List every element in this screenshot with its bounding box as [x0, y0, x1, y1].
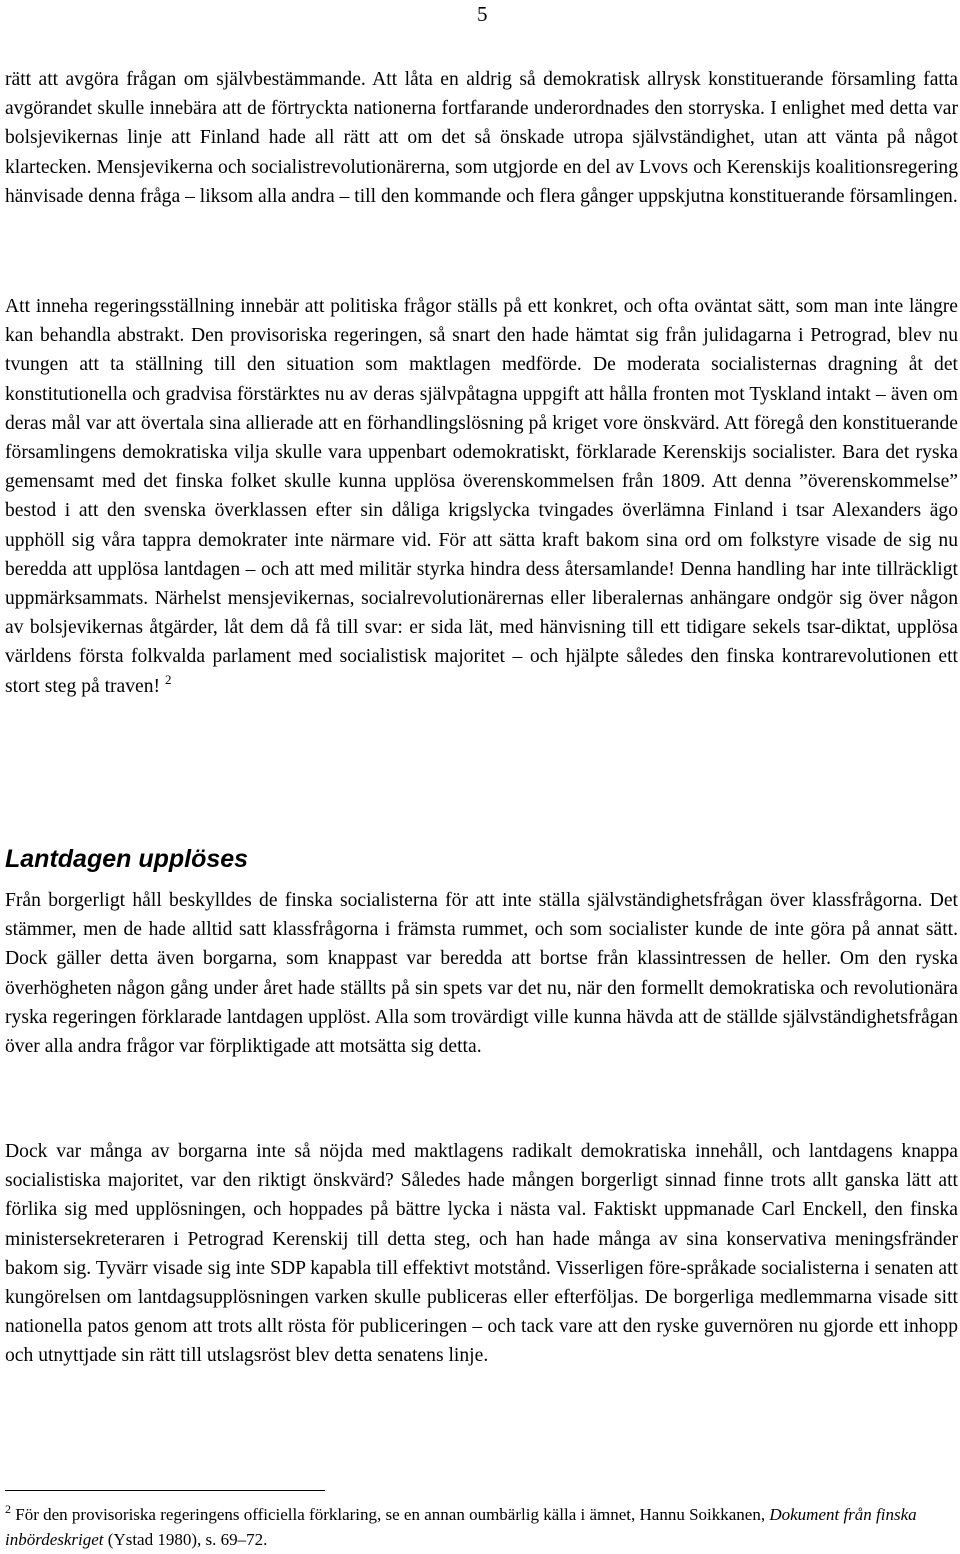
paragraph: rätt att avgöra frågan om självbestämmande. Att låta en aldrig så demokratisk allrysk konstituerande församling fatta avgörandet skulle innebära att de förtryckta nationerna fortfarande underordnades den storryska. I enlighet med detta var bolsjevikernas linje att Finland hade all rätt att om det så önskade utropa självständighet, utan att vänta på något klartecken. Mensjevikerna och socialistrevolutionärerna, som utgjorde en del av Lvovs och Kerenskijs koalitionsregering hänvisade denna fråga – liksom alla andra – till den kommande och flera gånger uppskjutna konstituerande församlingen.	[5, 69, 958, 207]
footnote-cited-title: Dokument från finska inbördeskriget	[5, 1505, 917, 1549]
paragraph	[5, 292, 958, 701]
paragraph-text: Att inneha regeringsställning innebär att politiska frågor ställs på ett konkret, och ofta oväntat sätt, som man inte längre kan behandla abstrakt. Den provisoriska regeringen, så snart den hade hämtat sig från julidagarna i Petrograd, blev nu tvungen att ta ställning till den situation som maktlagen medförde. De moderata socialisternas dragning åt det konstitutionella och gradvisa förstärktes nu av deras självpåtagna uppgift att hålla fronten mot Tyskland intakt – även om deras mål var att övertala sina allierade att en förhandlingslösning på kriget vore önskvärd. Att föregå den konstituerande församlingens demokratiska vilja skulle vara uppenbart odemokratiskt, förklarade Kerenskijs socialister. Bara det ryska gemensamt med det finska folket skulle kunna upplösa överenskommelsen från 1809. Att denna ”överenskommelse” bestod i att den svenska överklassen efter sin dåliga krigslycka tvingades överlämna Finland i tsar Alexanders ägo upphöll sig våra tappra demokrater inte närmare vid. För att sätta kraft bakom sina ord om folkstyre visade de sig nu beredda att upplösa lantdagen – och att med militär styrka hindra dess återsamlande! Denna handling har inte tillräckligt uppmärksammats. Närhelst mensjevikernas, socialrevolutionärernas eller liberalernas anhängare ondgör sig över någon av bolsjevikernas åtgärder, låt dem då få till svar: er sida lät, med hänvisning till ett tidigare sekels tsar-diktat, upplösa världens första folkvalda parlament med socialistisk majoritet – och hjälpte således den finska kontrarevolutionen ett stort steg på traven!	[5, 296, 958, 697]
footnote-reference: 2	[164, 671, 172, 687]
footnote-divider	[5, 1490, 325, 1491]
section-heading: Lantdagen upplöses	[5, 845, 249, 873]
paragraph: Från borgerligt håll beskylldes de finska socialisterna för att inte ställa självständighetsfrågan över klassfrågorna. Det stämmer, men de hade alltid satt klassfrågorna i främsta rummet, och som socialister kunde de inte göra på annat sätt. Dock gäller detta även borgarna, som knappast var beredda att bortse från klassintressen de heller. Om den ryska överhögheten någon gång under året hade ställts på sin spets var det nu, när den formellt demokratiska och revolutionära ryska regeringen förklarade lantdagen upplöst. Alla som trovärdigt ville kunna hävda att de ställde självständighetsfrågan över alla andra frågor var förpliktigade att motsätta sig detta.	[5, 890, 958, 1058]
footnote	[5, 1502, 958, 1552]
page-number: 5	[477, 2, 488, 26]
paragraph: Dock var många av borgarna inte så nöjda med maktlagens radikalt demokratiska innehåll, och lantdagens knappa socialistiska majoritet, var den riktigt önskvärd? Således hade mången borgerligt sinnad finne trots allt ganska lätt att förlika sig med upplösningen, och hoppades på bättre lycka i nästa val. Faktiskt uppmanade Carl Enckell, den finska ministersekreteraren i Petrograd Kerenskij till detta steg, och han hade många av sina konservativa meningsfränder bakom sig. Tyvärr visade sig inte SDP kapabla till effektivt motstånd. Visserligen före-språkade socialisterna i senaten att kungörelsen om lantdagsupplösningen varken skulle publiceras eller efterföljas. De borgerliga medlemmarna visade sitt nationella patos genom att trots allt rösta för publiceringen – och tack vare att den ryske guvernören nu gjorde ett inhopp och utnyttjade sin rätt till utslagsröst blev detta senatens linje.	[5, 1141, 958, 1367]
footnote-text: För den provisoriska regeringens officiella förklaring, se en annan oumbärlig källa i ämnet, Hannu Soikkanen,	[15, 1505, 766, 1524]
footnote-citation: (Ystad 1980), s. 69–72.	[107, 1530, 268, 1549]
footnote-number: 2	[5, 1502, 11, 1516]
